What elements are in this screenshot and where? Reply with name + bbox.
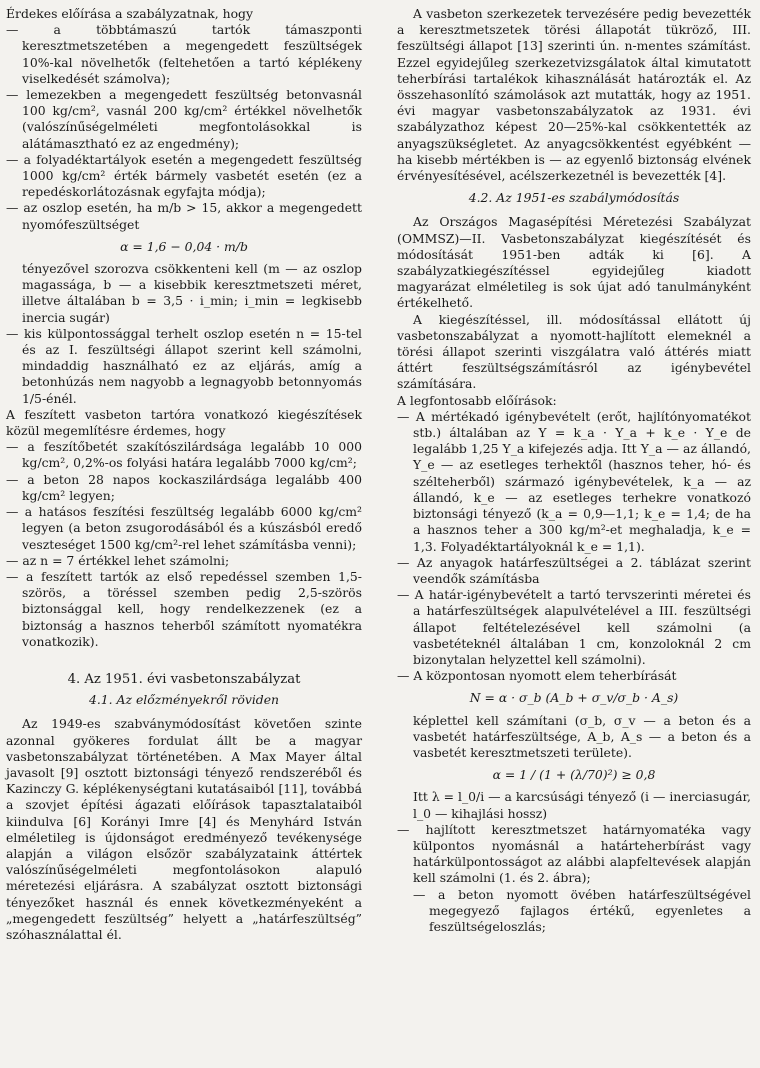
list-item: — a hatásos feszítési feszültség legalább 6000 kg/cm² legyen (a beton zsugorodásából és a kúszásból eredő veszteséget 1500 kg/cm²-rel lehet számításba venni); <box>6 504 362 552</box>
section-heading: 4. Az 1951. évi vasbetonszabályzat <box>67 671 301 687</box>
list-item: — a feszítőbetét szakítószilárdsága legalább 10 000 kg/cm², 0,2%-os folyási határa legalább 7000 kg/cm²; <box>6 439 362 471</box>
list-item: — A központosan nyomott elem teherbírását <box>397 668 677 684</box>
left-column <box>6 6 362 943</box>
list-item: — hajlított keresztmetszet határnyomatéka vagy külpontos nyomásnál a határteherbírást vagy határkülpontosságot az alábbi alapfeltevések alapján kell számolni (1. és 2. ábra); <box>397 821 751 886</box>
body-paragraph: A kiegészítéssel, ill. módosítással ellátott új vasbetonszabályzat a nyomott-hajlított elemeknél a törési állapot szerinti viszgálatra való áttérés miatt áttért feszültségszámításról az igénybevétel számítására. <box>397 311 751 392</box>
body-paragraph: Az 1949-es szabványmódosítást követően szinte azonnal gyökeres fordulat állt be a magyar vasbetonszabályzat történetében. A Max Mayer által javasolt [9] osztott biztonsági tényező rendszeréből és Kazinczy G. képlékenységtani kutatásaiból [11], továbbá a szovjet építési ágazati előírások tapasztalataiból kiindulva [6] Korányi Imre [4] és Menyhárd István elméletileg is újdonságot eredményező tevékenysége alapján a világon elsőzör szabályzataink áttértek valószínűségelméleti megfontolásokon alapuló méretezési eljárásra. A szabályzat osztott biztonsági tényezőket használ és ennek következményeként a „megengedett feszültség” helyett a „határfeszültség” szóhasználattal él. <box>6 716 362 942</box>
list-item: — az oszlop esetén, ha m/b > 15, akkor a megengedett nyomófeszültséget <box>6 200 362 232</box>
body-paragraph: Az Országos Magasépítési Méretezési Szabályzat (OMMSZ)—II. Vasbetonszabályzat kiegészítését és módosítását 1951-ben adták ki [6]. A szabályzatkiegészítéssel egyidejűleg kiadott magyarázat elméletileg is sok újat adó tanulmányként értékelhető. <box>397 214 751 311</box>
subsection-heading: 4.2. Az 1951-es szabálymódosítás <box>468 190 680 206</box>
list-item-continuation: tényezővel szorozva csökkenteni kell (m — az oszlop magassága, b — a kisebbik keresztmetszeti méret, illetve általában b = 3,5 · i_min; i_min = legkisebb inercia sugár) <box>22 261 362 325</box>
list-item-nested: — a beton nyomott övében határfeszültségével megegyező fajlagos értékű, egyenletes a feszültségeloszlás; <box>413 886 751 934</box>
right-column <box>397 6 751 935</box>
list-item: — az n = 7 értékkel lehet számolni; <box>6 552 230 568</box>
list-item-continuation: képlettel kell számítani (σ_b, σ_v — a beton és a vasbetét határfeszültsége, A_b, A_s — a beton és a vasbetét keresztmetszeti területe). <box>413 712 751 760</box>
intro-paragraph: A feszített vasbeton tartóra vonatkozó kiegészítések közül megemlítésre érdemes, hogy <box>6 406 362 439</box>
list-item: — a beton 28 napos kockaszilárdsága legalább 400 kg/cm² legyen; <box>6 471 362 503</box>
equation-alpha: α = 1,6 − 0,04 · m/b <box>120 238 248 254</box>
body-paragraph: A vasbeton szerkezetek tervezésére pedig bevezették a keresztmetszetek törési állapotát tükröző, III. feszültségi állapot [13] szerinti ún. n-mentes számítást. Ezzel egyidejűleg szerkezetvizsgálatok által kimutatott teherbírási tartalékok kihasználását határozták el. Az összehasonlító számolások azt mutatták, hogy az 1951. évi magyar vasbetonszabályzatok az 1931. évi szabályzathoz képest 20—25%-kal csökkentették az anyagszükségletet. Az anyagcsökkentést egyébként — ha kisebb mértékben is — az egyenlő biztonság elvének érvényesítésével, acélszerkezetnél is bevezették [4]. <box>397 6 751 184</box>
intro-paragraph: Érdekes előírása a szabályzatnak, hogy <box>6 6 253 21</box>
equation-n: N = α · σ_b (A_b + σ_v/σ_b · A_s) <box>469 690 679 706</box>
list-item: — a feszített tartók az első repedéssel szemben 1,5-szörös, a töréssel szemben pedig 2,5-szörös biztonsággal kell, hogy rendelkezzenek (ez a biztonság a hasznos teherből számított nyomatékra vonatkozik). <box>6 568 362 649</box>
subsection-heading: 4.1. Az előzményekről röviden <box>88 692 280 708</box>
list-item: — A mértékadó igénybevételt (erőt, hajlítónyomatékot stb.) általában az Y = k_a · Y_a + k_e · Y_e de legalább 1,25 Y_a kifejezés adja. Itt Y_a — az állandó, Y_e — az esetleges terhektől (hasznos teher, hó- és szélteherből) származó igénybevételek, k_a — az állandó, k_e — az esetleges terhekre vonatkozó biztonsági tényező (k_a = 0,9—1,1; k_e = 1,4; de ha a hasznos teher a 300 kg/m²-et meghaladja, k_e = 1,3. Folyadéktartályoknál k_e = 1,1). <box>397 408 751 554</box>
list-item: — kis külpontossággal terhelt oszlop esetén n = 15-tel és az I. feszültségi állapot szerint kell számolni, mindaddig használható ez az eljárás, amíg a betonhúzás nem nagyobb a legnagyobb betonnyomás 1/5-énél. <box>6 325 362 406</box>
list-item: — a folyadéktartályok esetén a megengedett feszültség 1000 kg/cm² érték bármely vasbetét esetén (ez a repedéskorlátozásnak egyfajta módja); <box>6 151 362 200</box>
equation-alpha-lambda: α = 1 / (1 + (λ/70)²) ≥ 0,8 <box>492 767 656 783</box>
list-item: — Az anyagok határfeszültségei a 2. táblázat szerint veendők számításba <box>397 554 751 586</box>
list-item-continuation: Itt λ = l_0/i — a karcsúsági tényező (i — inerciasugár, l_0 — kihajlási hossz) <box>413 789 751 821</box>
list-item: — a többtámaszú tartók támaszponti keresztmetszetében a megengedett feszültségek 10%-kal növelhetők (feltehetően a tartó képlékeny viselkedését számolva); <box>6 22 362 86</box>
list-item: — A határ-igénybevételt a tartó tervszerinti méretei és a határfeszültségek alapulvételével a III. feszültségi állapot feltételezésével kell számolni (a vasbetéteknél általában 1 cm, konzoloknál 2 cm bizonytalan helyzettel kell számolni). <box>397 587 751 667</box>
intro-paragraph: A legfontosabb előírások: <box>397 392 557 408</box>
list-item: — lemezekben a megengedett feszültség betonvasnál 100 kg/cm², vasnál 200 kg/cm² értékkel növelhetők (valószínűségelméleti megfontolásokkal is alátámasztható ez az engedmény); <box>6 87 362 151</box>
